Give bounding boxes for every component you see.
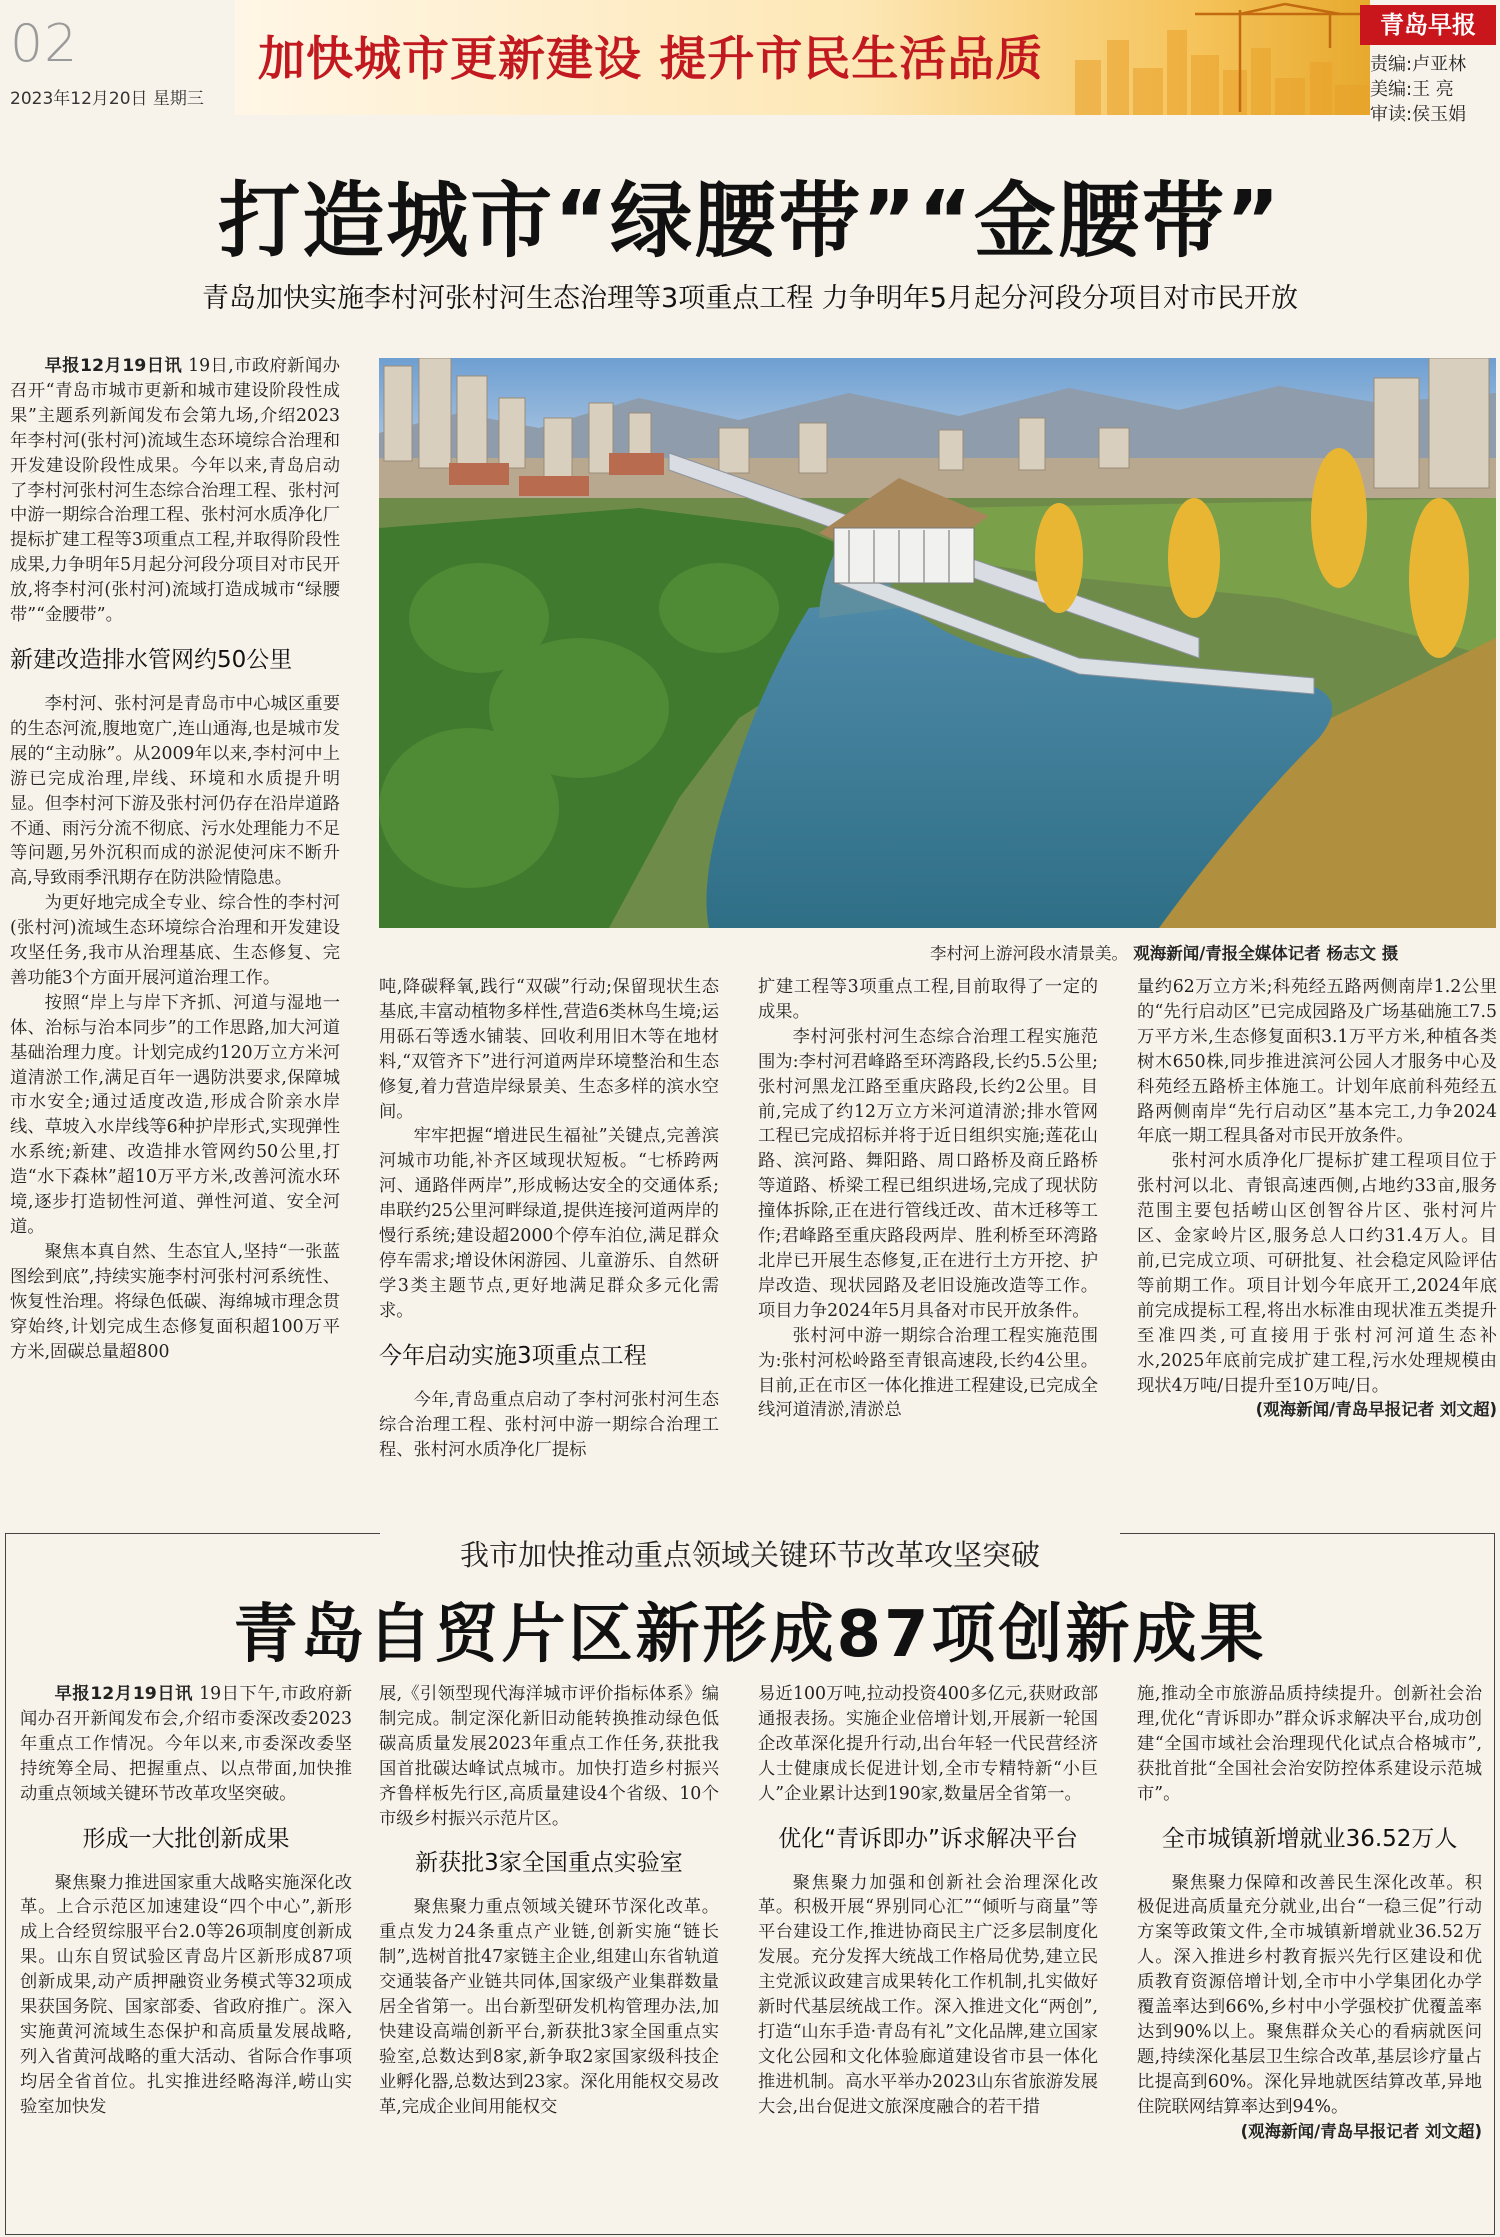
river-photo — [379, 358, 1496, 928]
dateline: 早报12月19日讯 — [44, 356, 183, 376]
editor-line: 责编:卢亚林 — [1370, 54, 1467, 75]
byline: (观海新闻/青岛早报记者 刘文超) — [1240, 2121, 1482, 2141]
paragraph: 19日下午,市政府新闻办召开新闻发布会,介绍市委深改委2023年重点工作情况。今年以来,市委深改委坚持统筹全局、把握重点、以点带面,加快推动重点领域关键环节改革攻坚突破。 — [20, 1684, 352, 1804]
article-column — [1137, 1682, 1482, 2227]
editor-line: 审读:侯玉娟 — [1370, 104, 1467, 125]
paragraph: 牢牢把握“增进民生福祉”关键点,完善滨河城市功能,补齐区域现状短板。“七桥跨两河、通路伴两岸”,形成畅达安全的交通体系;串联约25公里河畔绿道,提供连接河道两岸的慢行系统;建设超2000个停车泊位,满足群众停车需求;增设休闲游园、儿童游乐、自然研学3类主题节点,更好地满足群众多元化需求。 — [379, 1126, 719, 1321]
paragraph: 19日,市政府新闻办召开“青岛市城市更新和城市建设阶段性成果”主题系列新闻发布会第九场,介绍2023年李村河(张村河)流域生态环境综合治理和开发建设阶段性成果。今年以来,青岛启动了李村河张村河生态综合治理工程、张村河中游一期综合治理工程、张村河水质净化厂提标扩建工程等3项重点工程,并取得阶段性成果,力争明年5月起分河段分项目对市民开放,将李村河(张村河)流域打造成城市“绿腰带”“金腰带”。 — [10, 356, 340, 626]
page-number: 02 — [10, 14, 79, 74]
paragraph: 李村河、张村河是青岛市中心城区重要的生态河流,腹地宽广,连山通海,也是城市发展的“主动脉”。从2009年以来,李村河中上游已完成治理,岸线、环境和水质提升明显。但李村河下游及张村河仍存在沿岸道路不通、雨污分流不彻底、污水处理能力不足等问题,另外沉积而成的淤泥使河床不断升高,导致雨季汛期存在防洪险情隐患。 — [10, 693, 340, 889]
section-subhead: 形成一大批创新成果 — [82, 1825, 290, 1852]
date-line: 2023年12月20日 星期三 — [10, 89, 204, 109]
newspaper-logo: 青岛早报 — [1360, 5, 1496, 45]
kicker: 我市加快推动重点领域关键环节改革攻坚突破 — [459, 1538, 1040, 1572]
paragraph: 今年,青岛重点启动了李村河张村河生态综合治理工程、张村河中游一期综合治理工程、张村河水质净化厂提标 — [379, 1389, 719, 1460]
paragraph: 吨,降碳释氧,践行“双碳”行动;保留现状生态基底,丰富动植物多样性,营造6类林鸟生境;运用砾石等透水铺装、回收利用旧木等在地材料,“双管齐下”进行河道两岸环境整治和生态修复,着力营造岸绿景美、生态多样的滨水空间。 — [379, 977, 719, 1122]
paragraph: 聚焦聚力保障和改善民生深化改革。积极促进高质量充分就业,出台“一稳三促”行动方案等政策文件,全市城镇新增就业36.52万人。深入推进乡村教育振兴先行区建设和优质教育资源倍增计划,全市中小学集团化办学覆盖率达到66%,乡村中小学强校扩优覆盖率达到90%以上。聚焦群众关心的看病就医问题,持续深化基层卫生综合改革,基层诊疗量占比提高到60%。深化异地就医结算改革,异地住院联网结算率达到94%。 — [1137, 1872, 1482, 2117]
article-column — [1137, 975, 1497, 1530]
banner-slogan: 加快城市更新建设 提升市民生活品质 — [258, 32, 1044, 87]
paragraph: 聚焦本真自然、生态宜人,坚持“一张蓝图绘到底”,持续实施李村河张村河系统性、恢复性治理。将绿色低碳、海绵城市理念贯穿始终,计划完成生态修复面积超100万平方米,固碳总量超800 — [10, 1241, 340, 1362]
headline: 青岛自贸片区新形成87项创新成果 — [233, 1598, 1267, 1672]
paragraph: 按照“岸上与岸下齐抓、河道与湿地一体、治标与治本同步”的工作思路,加大河道基础治理力度。计划完成约120万立方米河道清淤工作,满足百年一遇防洪要求,保障城市水安全;通过适度改造,形成合阶亲水岸线、草坡入水岸线等6种护岸形式,实现弹性水系统;新建、改造排水管网约50公里,打造“水下森林”超10万平方米,改善河流水环境,逐步打造韧性河道、弹性河道、安全河道。 — [10, 992, 340, 1237]
editor-line: 美编:王 亮 — [1370, 79, 1454, 100]
paragraph: 聚焦聚力推进国家重大战略实施深化改革。上合示范区加速建设“四个中心”,新形成上合经贸综服平台2.0等26项制度创新成果。山东自贸试验区青岛片区新形成87项创新成果,动产质押融资业务模式等32项成果获国务院、国家部委、省政府推广。深入实施黄河流域生态保护和高质量发展战略,列入省黄河战略的重大活动、省际合作事项均居全省首位。扎实推进经略海洋,崂山实验室加快发 — [20, 1872, 352, 2117]
article-column — [379, 1682, 719, 2227]
headline: 打造城市“绿腰带”“金腰带” — [218, 174, 1282, 269]
section-subhead: 优化“青诉即办”诉求解决平台 — [778, 1825, 1078, 1852]
caption-text: 李村河上游河段水清景美。 — [930, 944, 1128, 963]
article-column — [10, 354, 340, 1526]
paragraph: 聚焦聚力重点领域关键环节深化改革。重点发力24条重点产业链,创新实施“链长制”,选树首批47家链主企业,组建山东省轨道交通装备产业链共同体,国家级产业集群数量居全省第一。出台新型研发机构管理办法,加快建设高端创新平台,新获批3家全国重点实验室,总数达到8家,新争取2家国家级科技企业孵化器,总数达到23家。深化用能权交易改革,完成企业间用能权交 — [379, 1897, 719, 2117]
section-subhead: 全市城镇新增就业36.52万人 — [1161, 1825, 1458, 1852]
paragraph: 扩建工程等3项重点工程,目前取得了一定的成果。 — [758, 977, 1098, 1022]
section-subhead: 新获批3家全国重点实验室 — [415, 1850, 683, 1877]
article-column — [758, 975, 1098, 1530]
paragraph: 易近100万吨,拉动投资400多亿元,获财政部通报表扬。实施企业倍增计划,开展新一轮国企改革深化提升行动,出台年轻一代民营经济人士健康成长促进计划,全市专精特新“小巨人”企业累计达到190家,数量居全省第一。 — [758, 1684, 1098, 1804]
paragraph: 张村河中游一期综合治理工程实施范围为:张村河松岭路至青银高速段,长约4公里。目前,正在市区一体化推进工程建设,已完成全线河道清淤,清淤总 — [758, 1325, 1098, 1421]
subheadline: 青岛加快实施李村河张村河生态治理等3项重点工程 力争明年5月起分河段分项目对市民开放 — [202, 283, 1298, 314]
dateline: 早报12月19日讯 — [54, 1684, 194, 1704]
editor-credits — [1370, 52, 1466, 127]
section-subhead: 新建改造排水管网约50公里 — [10, 646, 293, 673]
paragraph: 施,推动全市旅游品质持续提升。创新社会治理,优化“青诉即办”群众诉求解决平台,成功创建“全国市域社会治理现代化试点合格城市”,获批首批“全国社会治安防控体系建设示范城市”。 — [1137, 1684, 1482, 1804]
paragraph: 张村河水质净化厂提标扩建工程项目位于张村河以北、青银高速西侧,占地约33亩,服务范围主要包括崂山区创智谷片区、张村河片区、金家岭片区,服务总人口约31.4万人。目前,已完成立项、可研批复、社会稳定风险评估等前期工作。项目计划今年底开工,2024年底前完成提标工程,将出水标准由现状准五类提升至准四类,可直接用于张村河河道生态补水,2025年底前完成扩建工程,污水处理规模由现状4万吨/日提升至10万吨/日。 — [1137, 1151, 1497, 1396]
photo-credit: 观海新闻/青报全媒体记者 杨志文 摄 — [1133, 944, 1399, 963]
article-column — [758, 1682, 1098, 2227]
paragraph: 李村河张村河生态综合治理工程实施范围为:李村河君峰路至环湾路段,长约5.5公里;张村河黑龙江路至重庆路段,长约2公里。目前,完成了约12万立方米河道清淤;排水管网工程已完成招标并将于近日组织实施;莲花山路、滨河路、舞阳路、周口路桥及商丘路桥等道路、桥梁工程已组织进场,完成了现状防撞体拆除,正在进行管线迁改、苗木迁移等工作;君峰路至重庆路段两岸、胜利桥至环湾路北岸已开展生态修复,正在进行土方开挖、护岸改造、现状园路及老旧设施改造等工作。项目力争2024年5月具备对市民开放条件。 — [758, 1026, 1098, 1321]
photo-caption — [930, 940, 1398, 964]
paragraph: 聚焦聚力加强和创新社会治理深化改革。积极开展“界别同心汇”“倾听与商量”等平台建设工作,推进协商民主广泛多层制度化发展。充分发挥大统战工作格局优势,建立民主党派议政建言成果转化工作机制,扎实做好新时代基层统战工作。深入推进文化“两创”,打造“山东手造·青岛有礼”文化品牌,建立国家文化公园和文化体验廊道建设省市县一体化推进机制。高水平举办2023山东省旅游发展大会,出台促进文旅深度融合的若干措 — [758, 1872, 1098, 2117]
article-column — [379, 975, 719, 1530]
paragraph: 量约62万立方米;科苑经五路两侧南岸1.2公里的“先行启动区”已完成园路及广场基础施工7.5万平方米,生态修复面积3.1万平方米,种植各类树木650株,同步推进滨河公园人才服务中心及科苑经五路桥主体施工。计划年底前科苑经五路两侧南岸“先行启动区”基本完工,力争2024年底一期工程具备对市民开放条件。 — [1137, 977, 1497, 1147]
paragraph: 为更好地完成全专业、综合性的李村河(张村河)流域生态环境综合治理和开发建设攻坚任务,我市从治理基底、生态修复、完善功能3个方面开展河道治理工作。 — [10, 893, 340, 988]
section-subhead: 今年启动实施3项重点工程 — [379, 1342, 647, 1369]
paragraph: 展,《引领型现代海洋城市评价指标体系》编制完成。制定深化新旧动能转换推动绿色低碳高质量发展2023年重点工作任务,获批我国首批碳达峰试点城市。加快打造乡村振兴齐鲁样板先行区,高质量建设4个省级、10个市级乡村振兴示范片区。 — [379, 1684, 719, 1829]
byline: (观海新闻/青岛早报记者 刘文超) — [1255, 1400, 1497, 1420]
article-column — [20, 1682, 352, 2227]
